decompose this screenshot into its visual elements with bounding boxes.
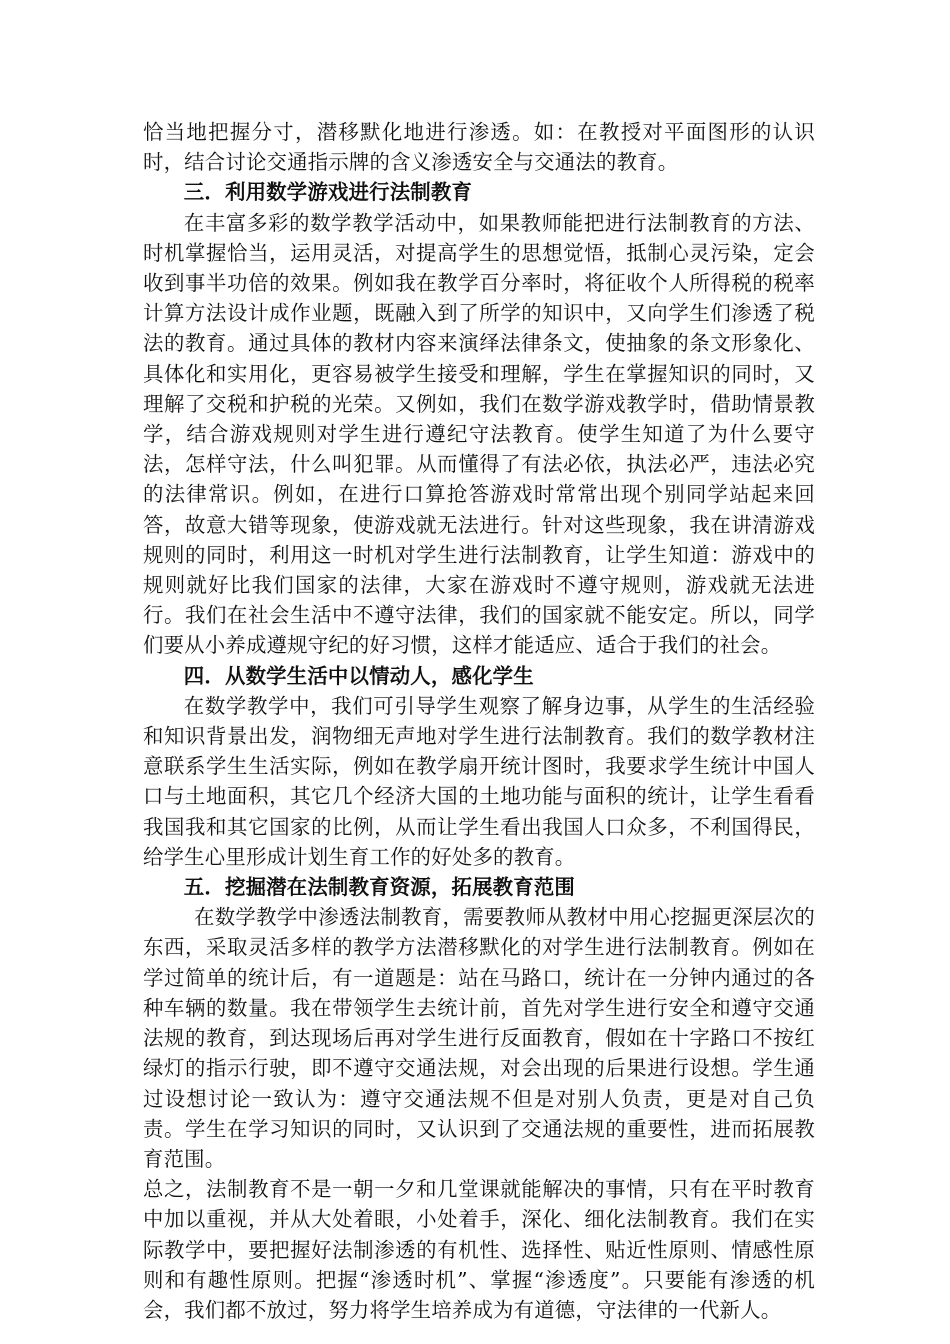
section-3-paragraph: 在丰富多彩的数学教学活动中，如果教师能把进行法制教育的方法、时机掌握恰当，运用灵活，对提高学生的思想觉悟，抵制心灵污染，定会收到事半功倍的效果。例如我在教学百分率时，将征收个人所得税的税率计算方法设计成作业题，既融入到了所学的知识中，又向学生们渗透了税法的教育。通过具体的教材内容来演绎法律条文，使抽象的条文形象化、具体化和实用化，更容易被学生接受和理解，学生在掌握知识的同时，又理解了交税和护税的光荣。又例如，我们在数学游戏教学时，借助情景教学，结合游戏规则对学生进行遵纪守法教育。使学生知道了为什么要守法，怎样守法，什么叫犯罪。从而懂得了有法必依，执法必严，违法必究的法律常识。例如，在进行口算抢答游戏时常常出现个别同学站起来回答，故意大错等现象，使游戏就无法进行。针对这些现象，我在讲清游戏规则的同时，利用这一时机对学生进行法制教育，让学生知道：游戏中的规则就好比我们国家的法律，大家在游戏时不遵守规则，游戏就无法进行。我们在社会生活中不遵守法律，我们的国家就不能安定。所以，同学们要从小养成遵规守纪的好习惯，这样才能适应、适合于我们的社会。	[143, 210, 815, 658]
section-4-paragraph: 在数学教学中，我们可引导学生观察了解身边事，从学生的生活经验和知识背景出发，润物细无声地对学生进行法制教育。我们的数学教材注意联系学生生活实际，例如在教学扇开统计图时，我要求学生统计中国人口与土地面积，其它几个经济大国的土地功能与面积的统计，让学生看看我国我和其它国家的比例，从而让学生看出我国人口众多，不利国得民，给学生心里形成计划生育工作的好处多的教育。	[143, 693, 815, 869]
intro-paragraph: 恰当地把握分寸，潜移默化地进行渗透。如：在教授对平面图形的认识时，结合讨论交通指示牌的含义渗透安全与交通法的教育。	[143, 120, 815, 175]
section-5-heading: 五．挖掘潜在法制教育资源，拓展教育范围	[183, 875, 576, 900]
section-5-paragraph: 在数学教学中渗透法制教育，需要教师从教材中用心挖掘更深层次的东西，采取灵活多样的教学方法潜移默化的对学生进行法制教育。例如在学过简单的统计后，有一道题是：站在马路口，统计在一分钟内通过的各种车辆的数量。我在带领学生去统计前，首先对学生进行安全和遵守交通法规的教育，到达现场后再对学生进行反面教育，假如在十字路口不按红绿灯的指示行驶，即不遵守交通法规，对会出现的后果进行设想。学生通过设想讨论一致认为：遵守交通法规不但是对别人负责，更是对自己负责。学生在学习知识的同时，又认识到了交通法规的重要性，进而拓展教育范围。	[143, 905, 815, 1171]
section-3-heading: 三．利用数学游戏进行法制教育	[183, 180, 473, 205]
conclusion-paragraph: 总之，法制教育不是一朝一夕和几堂课就能解决的事情，只有在平时教育中加以重视，并从大处着眼，小处着手，深化、细化法制教育。我们在实际教学中，要把握好法制渗透的有机性、选择性、贴近性原则、情感性原则和有趣性原则。把握“渗透时机”、掌握“渗透度”。只要能有渗透的机会，我们都不放过，努力将学生培养成为有道德，守法律的一代新人。	[143, 1177, 815, 1322]
document-page	[143, 117, 815, 1325]
section-4-heading: 四．从数学生活中以情动人，感化学生	[183, 663, 534, 688]
